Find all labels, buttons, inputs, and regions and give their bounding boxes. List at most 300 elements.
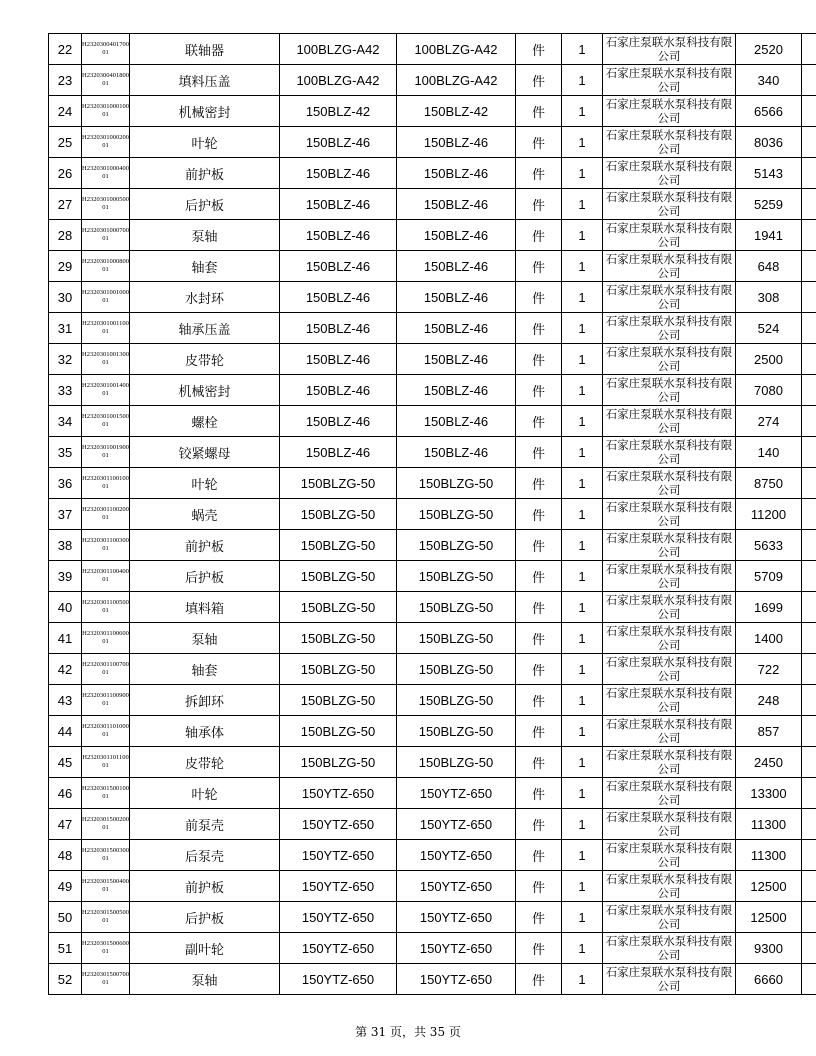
quantity-cell: 1 [562,158,603,189]
unit-cell: 件 [516,437,562,468]
quantity-cell: 1 [562,34,603,65]
row-number-cell: 48 [49,840,82,871]
quantity-cell: 1 [562,716,603,747]
part-spec-cell: 150YTZ-650 [397,840,516,871]
supplier-cell: 石家庄泵联水泵科技有限公司 [603,499,736,530]
remark-cell [802,840,816,871]
pump-model-cell: 150BLZ-46 [280,251,397,282]
table-row [49,685,816,716]
part-spec-cell: 150BLZG-50 [397,468,516,499]
part-name-cell: 后护板 [130,561,280,592]
supplier-cell: 石家庄泵联水泵科技有限公司 [603,65,736,96]
material-code-cell: H232030110070001 [82,654,130,685]
part-spec-cell: 150BLZ-46 [397,375,516,406]
part-name-cell: 轴承压盖 [130,313,280,344]
unit-cell: 件 [516,654,562,685]
part-spec-cell: 150BLZ-46 [397,344,516,375]
row-number-cell: 35 [49,437,82,468]
unit-price-cell: 9300 [736,933,802,964]
unit-cell: 件 [516,96,562,127]
remark-cell [802,344,816,375]
supplier-cell: 石家庄泵联水泵科技有限公司 [603,716,736,747]
part-name-cell: 后护板 [130,902,280,933]
unit-cell: 件 [516,530,562,561]
part-spec-cell: 150YTZ-650 [397,809,516,840]
remark-cell [802,778,816,809]
quantity-cell: 1 [562,809,603,840]
part-spec-cell: 150BLZG-50 [397,592,516,623]
table-row [49,778,816,809]
remark-cell [802,964,816,995]
unit-cell: 件 [516,685,562,716]
remark-cell [802,530,816,561]
unit-cell: 件 [516,65,562,96]
quantity-cell: 1 [562,189,603,220]
pump-model-cell: 150BLZ-42 [280,96,397,127]
part-name-cell: 轴承体 [130,716,280,747]
unit-price-cell: 6566 [736,96,802,127]
material-code-cell: H232030100040001 [82,158,130,189]
supplier-cell: 石家庄泵联水泵科技有限公司 [603,158,736,189]
part-spec-cell: 150BLZG-50 [397,654,516,685]
unit-cell: 件 [516,375,562,406]
quantity-cell: 1 [562,65,603,96]
part-spec-cell: 150YTZ-650 [397,964,516,995]
table-row [49,809,816,840]
unit-price-cell: 6660 [736,964,802,995]
unit-price-cell: 648 [736,251,802,282]
table-row [49,902,816,933]
remark-cell [802,437,816,468]
remark-cell [802,499,816,530]
supplier-cell: 石家庄泵联水泵科技有限公司 [603,964,736,995]
row-number-cell: 37 [49,499,82,530]
supplier-cell: 石家庄泵联水泵科技有限公司 [603,530,736,561]
row-number-cell: 32 [49,344,82,375]
supplier-cell: 石家庄泵联水泵科技有限公司 [603,623,736,654]
unit-price-cell: 1941 [736,220,802,251]
pump-model-cell: 150BLZG-50 [280,685,397,716]
unit-cell: 件 [516,747,562,778]
part-name-cell: 轴套 [130,654,280,685]
table-row [49,623,816,654]
pump-model-cell: 150BLZG-50 [280,530,397,561]
material-code-cell: H232030110060001 [82,623,130,654]
pump-model-cell: 150BLZ-46 [280,375,397,406]
material-code-cell: H232030100100001 [82,282,130,313]
material-code-cell: H232030110110001 [82,747,130,778]
quantity-cell: 1 [562,685,603,716]
remark-cell [802,313,816,344]
part-name-cell: 铰紧螺母 [130,437,280,468]
supplier-cell: 石家庄泵联水泵科技有限公司 [603,344,736,375]
part-spec-cell: 150BLZ-42 [397,96,516,127]
table-row [49,313,816,344]
supplier-cell: 石家庄泵联水泵科技有限公司 [603,654,736,685]
quantity-cell: 1 [562,933,603,964]
row-number-cell: 22 [49,34,82,65]
remark-cell [802,34,816,65]
part-spec-cell: 150BLZ-46 [397,158,516,189]
supplier-cell: 石家庄泵联水泵科技有限公司 [603,747,736,778]
row-number-cell: 45 [49,747,82,778]
part-name-cell: 前护板 [130,530,280,561]
unit-price-cell: 5143 [736,158,802,189]
remark-cell [802,933,816,964]
supplier-cell: 石家庄泵联水泵科技有限公司 [603,34,736,65]
unit-cell: 件 [516,468,562,499]
quantity-cell: 1 [562,282,603,313]
remark-cell [802,220,816,251]
row-number-cell: 49 [49,871,82,902]
row-number-cell: 30 [49,282,82,313]
part-name-cell: 前护板 [130,158,280,189]
unit-cell: 件 [516,499,562,530]
table-row [49,840,816,871]
part-name-cell: 机械密封 [130,375,280,406]
pump-model-cell: 150BLZ-46 [280,437,397,468]
remark-cell [802,406,816,437]
remark-cell [802,96,816,127]
part-name-cell: 联轴器 [130,34,280,65]
unit-cell: 件 [516,840,562,871]
remark-cell [802,747,816,778]
table-row [49,592,816,623]
pump-model-cell: 150BLZ-46 [280,282,397,313]
part-name-cell: 泵轴 [130,623,280,654]
page-number-footer: 第 31 页，共 35 页 [355,1025,461,1039]
row-number-cell: 23 [49,65,82,96]
table-row [49,530,816,561]
table-row [49,933,816,964]
table-row [49,65,816,96]
material-code-cell: H232030100080001 [82,251,130,282]
part-name-cell: 后泵壳 [130,840,280,871]
supplier-cell: 石家庄泵联水泵科技有限公司 [603,251,736,282]
table-row [49,964,816,995]
material-code-cell: H232030110030001 [82,530,130,561]
part-spec-cell: 150BLZ-46 [397,406,516,437]
part-name-cell: 螺栓 [130,406,280,437]
unit-price-cell: 274 [736,406,802,437]
pump-model-cell: 150BLZ-46 [280,220,397,251]
pump-model-cell: 150BLZ-46 [280,189,397,220]
unit-price-cell: 8036 [736,127,802,158]
unit-price-cell: 5633 [736,530,802,561]
part-name-cell: 叶轮 [130,468,280,499]
unit-price-cell: 11300 [736,809,802,840]
table-row [49,499,816,530]
row-number-cell: 26 [49,158,82,189]
part-spec-cell: 150YTZ-650 [397,933,516,964]
unit-price-cell: 722 [736,654,802,685]
pump-model-cell: 150YTZ-650 [280,933,397,964]
supplier-cell: 石家庄泵联水泵科技有限公司 [603,933,736,964]
table-row [49,437,816,468]
unit-price-cell: 5709 [736,561,802,592]
unit-price-cell: 1400 [736,623,802,654]
quantity-cell: 1 [562,96,603,127]
unit-price-cell: 11200 [736,499,802,530]
remark-cell [802,716,816,747]
supplier-cell: 石家庄泵联水泵科技有限公司 [603,375,736,406]
supplier-cell: 石家庄泵联水泵科技有限公司 [603,809,736,840]
table-row [49,34,816,65]
quantity-cell: 1 [562,344,603,375]
part-name-cell: 皮带轮 [130,344,280,375]
part-spec-cell: 100BLZG-A42 [397,34,516,65]
table-row [49,747,816,778]
quantity-cell: 1 [562,778,603,809]
unit-price-cell: 857 [736,716,802,747]
pump-model-cell: 150BLZ-46 [280,344,397,375]
supplier-cell: 石家庄泵联水泵科技有限公司 [603,220,736,251]
table-row [49,127,816,158]
remark-cell [802,809,816,840]
remark-cell [802,158,816,189]
pump-model-cell: 150YTZ-650 [280,809,397,840]
row-number-cell: 40 [49,592,82,623]
table-row [49,158,816,189]
unit-cell: 件 [516,592,562,623]
remark-cell [802,623,816,654]
quantity-cell: 1 [562,406,603,437]
quantity-cell: 1 [562,499,603,530]
material-code-cell: H232030150020001 [82,809,130,840]
supplier-cell: 石家庄泵联水泵科技有限公司 [603,685,736,716]
material-code-cell: H232030100140001 [82,375,130,406]
pump-model-cell: 150BLZG-50 [280,499,397,530]
material-code-cell: H232030150060001 [82,933,130,964]
pump-model-cell: 150YTZ-650 [280,778,397,809]
material-code-cell: H232030100150001 [82,406,130,437]
supplier-cell: 石家庄泵联水泵科技有限公司 [603,592,736,623]
remark-cell [802,127,816,158]
row-number-cell: 38 [49,530,82,561]
pump-model-cell: 150BLZG-50 [280,468,397,499]
part-name-cell: 皮带轮 [130,747,280,778]
quantity-cell: 1 [562,561,603,592]
quantity-cell: 1 [562,747,603,778]
quantity-cell: 1 [562,592,603,623]
quantity-cell: 1 [562,468,603,499]
unit-price-cell: 248 [736,685,802,716]
material-code-cell: H232030110020001 [82,499,130,530]
quantity-cell: 1 [562,654,603,685]
remark-cell [802,468,816,499]
quantity-cell: 1 [562,437,603,468]
remark-cell [802,561,816,592]
material-code-cell: H232030150070001 [82,964,130,995]
row-number-cell: 31 [49,313,82,344]
unit-cell: 件 [516,158,562,189]
pump-model-cell: 150YTZ-650 [280,964,397,995]
material-code-cell: H232030150040001 [82,871,130,902]
supplier-cell: 石家庄泵联水泵科技有限公司 [603,902,736,933]
quantity-cell: 1 [562,623,603,654]
table-row [49,716,816,747]
table-body [49,34,816,995]
quantity-cell: 1 [562,375,603,406]
quantity-cell: 1 [562,902,603,933]
table-row [49,282,816,313]
unit-cell: 件 [516,34,562,65]
unit-price-cell: 2520 [736,34,802,65]
unit-price-cell: 1699 [736,592,802,623]
material-code-cell: H232030110010001 [82,468,130,499]
supplier-cell: 石家庄泵联水泵科技有限公司 [603,840,736,871]
row-number-cell: 39 [49,561,82,592]
part-name-cell: 泵轴 [130,964,280,995]
unit-cell: 件 [516,561,562,592]
row-number-cell: 50 [49,902,82,933]
row-number-cell: 33 [49,375,82,406]
pump-model-cell: 150BLZ-46 [280,127,397,158]
pump-model-cell: 150BLZ-46 [280,313,397,344]
unit-cell: 件 [516,282,562,313]
material-code-cell: H232030110040001 [82,561,130,592]
quantity-cell: 1 [562,251,603,282]
pump-model-cell: 100BLZG-A42 [280,34,397,65]
row-number-cell: 46 [49,778,82,809]
part-name-cell: 副叶轮 [130,933,280,964]
unit-price-cell: 308 [736,282,802,313]
row-number-cell: 47 [49,809,82,840]
part-spec-cell: 150BLZ-46 [397,282,516,313]
row-number-cell: 36 [49,468,82,499]
part-spec-cell: 150BLZ-46 [397,127,516,158]
material-code-cell: H232030100110001 [82,313,130,344]
part-name-cell: 填料压盖 [130,65,280,96]
supplier-cell: 石家庄泵联水泵科技有限公司 [603,127,736,158]
row-number-cell: 52 [49,964,82,995]
part-name-cell: 叶轮 [130,127,280,158]
row-number-cell: 25 [49,127,82,158]
material-code-cell: H232030110050001 [82,592,130,623]
unit-cell: 件 [516,344,562,375]
part-spec-cell: 100BLZG-A42 [397,65,516,96]
row-number-cell: 44 [49,716,82,747]
supplier-cell: 石家庄泵联水泵科技有限公司 [603,282,736,313]
quantity-cell: 1 [562,220,603,251]
unit-cell: 件 [516,251,562,282]
unit-cell: 件 [516,809,562,840]
remark-cell [802,685,816,716]
pump-model-cell: 150BLZG-50 [280,716,397,747]
unit-cell: 件 [516,220,562,251]
supplier-cell: 石家庄泵联水泵科技有限公司 [603,561,736,592]
part-spec-cell: 150BLZ-46 [397,437,516,468]
supplier-cell: 石家庄泵联水泵科技有限公司 [603,778,736,809]
unit-price-cell: 140 [736,437,802,468]
table-row [49,871,816,902]
part-name-cell: 水封环 [130,282,280,313]
pump-model-cell: 150BLZG-50 [280,747,397,778]
material-code-cell: H232030110090001 [82,685,130,716]
unit-cell: 件 [516,189,562,220]
part-name-cell: 泵轴 [130,220,280,251]
remark-cell [802,189,816,220]
unit-price-cell: 5259 [736,189,802,220]
part-spec-cell: 150BLZG-50 [397,747,516,778]
table-row [49,654,816,685]
unit-cell: 件 [516,778,562,809]
table-row [49,251,816,282]
unit-cell: 件 [516,902,562,933]
quantity-cell: 1 [562,840,603,871]
pump-model-cell: 150BLZ-46 [280,406,397,437]
part-name-cell: 叶轮 [130,778,280,809]
part-spec-cell: 150BLZ-46 [397,313,516,344]
part-name-cell: 机械密封 [130,96,280,127]
table-row [49,189,816,220]
part-spec-cell: 150BLZG-50 [397,685,516,716]
part-name-cell: 蜗壳 [130,499,280,530]
material-code-cell: H232030100130001 [82,344,130,375]
unit-cell: 件 [516,127,562,158]
part-spec-cell: 150BLZG-50 [397,561,516,592]
unit-cell: 件 [516,716,562,747]
part-name-cell: 后护板 [130,189,280,220]
row-number-cell: 34 [49,406,82,437]
material-code-cell: H232030100010001 [82,96,130,127]
part-spec-cell: 150BLZG-50 [397,499,516,530]
part-name-cell: 拆卸环 [130,685,280,716]
part-spec-cell: 150YTZ-650 [397,902,516,933]
row-number-cell: 41 [49,623,82,654]
supplier-cell: 石家庄泵联水泵科技有限公司 [603,437,736,468]
table-row [49,406,816,437]
row-number-cell: 29 [49,251,82,282]
remark-cell [802,282,816,313]
table-row [49,96,816,127]
pump-model-cell: 150BLZ-46 [280,158,397,189]
unit-cell: 件 [516,964,562,995]
pump-model-cell: 150YTZ-650 [280,840,397,871]
quantity-cell: 1 [562,313,603,344]
remark-cell [802,902,816,933]
supplier-cell: 石家庄泵联水泵科技有限公司 [603,468,736,499]
table-row [49,561,816,592]
pump-model-cell: 150BLZG-50 [280,561,397,592]
row-number-cell: 51 [49,933,82,964]
parts-price-table [48,33,816,995]
part-spec-cell: 150YTZ-650 [397,871,516,902]
material-code-cell: H232030100050001 [82,189,130,220]
part-spec-cell: 150BLZ-46 [397,251,516,282]
supplier-cell: 石家庄泵联水泵科技有限公司 [603,871,736,902]
part-name-cell: 填料箱 [130,592,280,623]
material-code-cell: H232030150030001 [82,840,130,871]
remark-cell [802,871,816,902]
remark-cell [802,251,816,282]
part-spec-cell: 150BLZG-50 [397,530,516,561]
material-code-cell: H232030150010001 [82,778,130,809]
remark-cell [802,592,816,623]
supplier-cell: 石家庄泵联水泵科技有限公司 [603,406,736,437]
pump-model-cell: 150BLZG-50 [280,623,397,654]
unit-cell: 件 [516,313,562,344]
row-number-cell: 43 [49,685,82,716]
pump-model-cell: 150BLZG-50 [280,654,397,685]
quantity-cell: 1 [562,964,603,995]
row-number-cell: 28 [49,220,82,251]
material-code-cell: H232030150050001 [82,902,130,933]
material-code-cell: H232030040180001 [82,65,130,96]
part-spec-cell: 150BLZ-46 [397,189,516,220]
unit-cell: 件 [516,933,562,964]
quantity-cell: 1 [562,530,603,561]
